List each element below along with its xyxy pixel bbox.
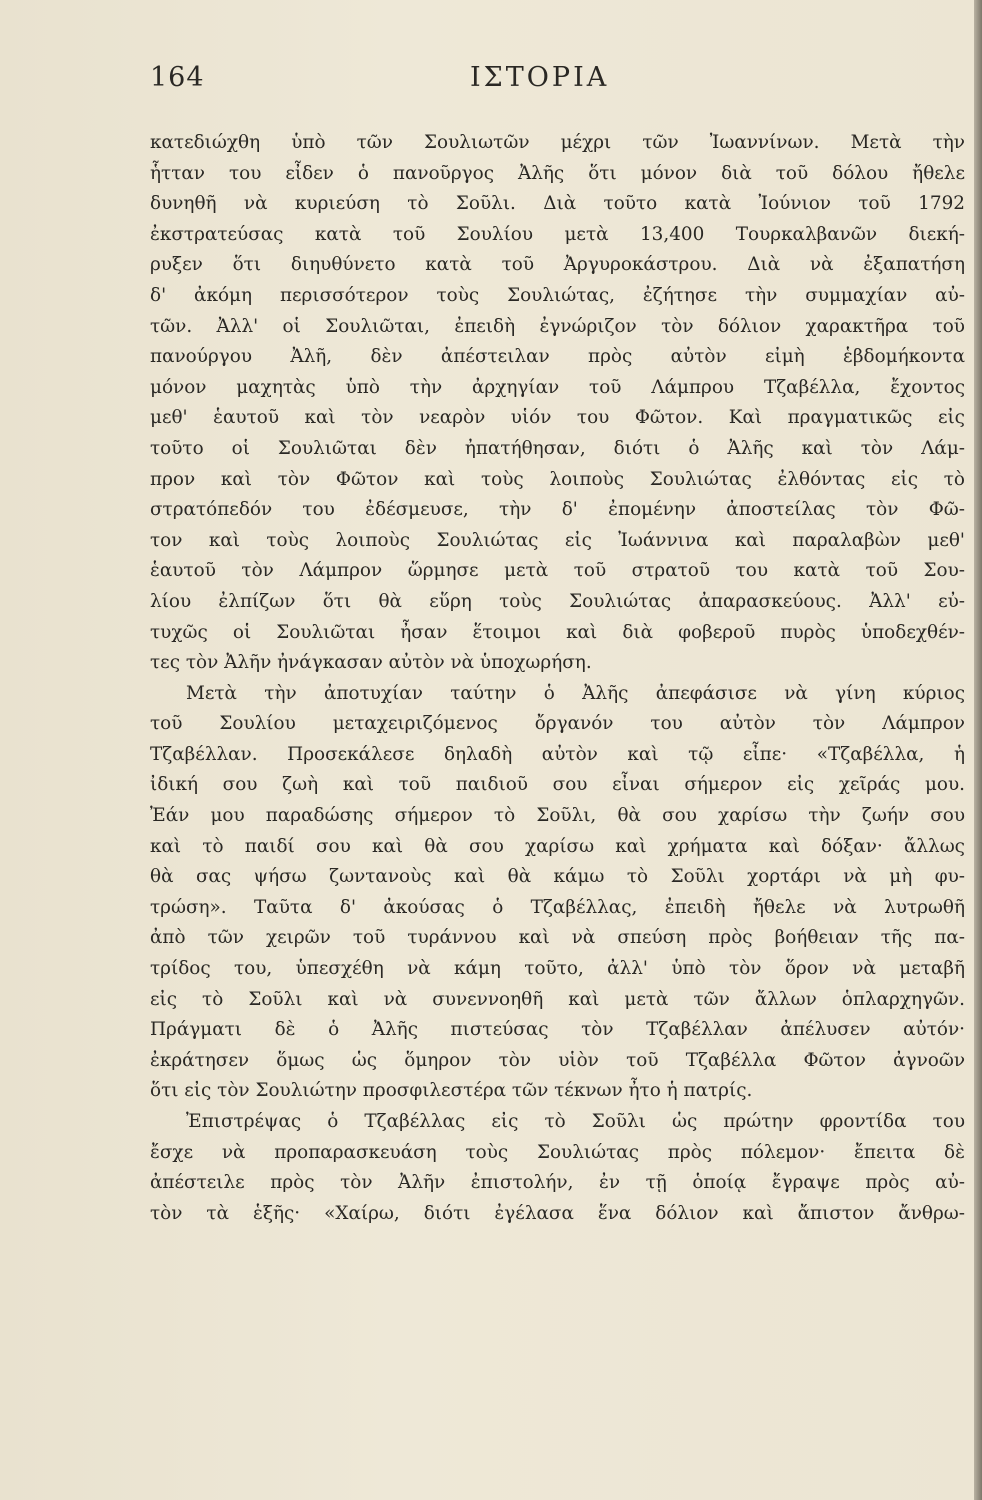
text-line: τοῦτο οἱ Σουλιῶται δὲν ἠπατήθησαν, διότι ὁ Ἀλῆς καὶ τὸν Λάμ- xyxy=(150,437,965,459)
page-edge-shadow xyxy=(974,0,982,1500)
text-line: ἐκστρατεύσας κατὰ τοῦ Σουλίου μετὰ 13,400 Τουρκαλβανῶν διεκή- xyxy=(150,223,965,245)
text-line: εἰς τὸ Σοῦλι καὶ νὰ συνεννοηθῆ καὶ μετὰ τῶν ἄλλων ὁπλαρχηγῶν. xyxy=(150,988,965,1010)
text-line: τες τὸν Ἀλῆν ἠνάγκασαν αὐτὸν νὰ ὑποχωρήση. xyxy=(150,652,592,674)
text-line: τοῦ Σουλίου μεταχειριζόμενος ὄργανόν του αὐτὸν τὸν Λάμπρον xyxy=(150,713,965,735)
text-line: λίου ἐλπίζων ὅτι θὰ εὕρη τοὺς Σουλιώτας ἀπαρασκεύους. Ἀλλ' εὐ- xyxy=(150,590,965,612)
text-line: Τζαβέλλαν. Προσεκάλεσε δηλαδὴ αὐτὸν καὶ τῷ εἶπε· «Τζαβέλλα, ἡ xyxy=(150,743,965,765)
text-line: τρώση». Ταῦτα δ' ἀκούσας ὁ Τζαβέλλας, ἐπειδὴ ἤθελε νὰ λυτρωθῆ xyxy=(150,896,965,918)
text-line: μεθ' ἑαυτοῦ καὶ τὸν νεαρὸν υἱόν του Φῶτον. Καὶ πραγματικῶς εἰς xyxy=(150,407,965,429)
text-line: κατεδιώχθη ὑπὸ τῶν Σουλιωτῶν μέχρι τῶν Ἰωαννίνων. Μετὰ τὴν xyxy=(150,132,965,153)
page-number: 164 xyxy=(150,62,205,93)
text-line: ἀπέστειλε πρὸς τὸν Ἀλῆν ἐπιστολήν, ἐν τῇ ὁποίᾳ ἔγραψε πρὸς αὐ- xyxy=(150,1172,965,1194)
text-line: καὶ τὸ παιδί σου καὶ θὰ σου χαρίσω καὶ χρήματα καὶ δόξαν· ἄλλως xyxy=(150,835,965,857)
text-line: στρατόπεδόν του ἐδέσμευσε, τὴν δ' ἐπομένην ἀποστείλας τὸν Φῶ- xyxy=(150,499,965,521)
text-line: ἰδική σου ζωὴ καὶ τοῦ παιδιοῦ σου εἶναι σήμερον εἰς χεῖράς μου. xyxy=(150,774,965,796)
text-line: τὸν τὰ ἑξῆς· «Χαίρω, διότι ἐγέλασα ἕνα δόλιον καὶ ἄπιστον ἄνθρω- xyxy=(150,1202,965,1224)
text-line: Ἐάν μου παραδώσης σήμερον τὸ Σοῦλι, θὰ σου χαρίσω τὴν ζωήν σου xyxy=(150,805,965,827)
text-line: ἐκράτησεν ὅμως ὡς ὅμηρον τὸν υἱὸν τοῦ Τζαβέλλα Φῶτον ἀγνοῶν xyxy=(150,1049,965,1071)
text-line: πανούργου Ἀλῆ, δὲν ἀπέστειλαν πρὸς αὐτὸν εἰμὴ ἑβδομήκοντα xyxy=(150,346,965,368)
text-line: Ἐπιστρέψας ὁ Τζαβέλλας εἰς τὸ Σοῦλι ὡς πρώτην φροντίδα του xyxy=(186,1111,965,1132)
text-line: ἑαυτοῦ τὸν Λάμπρον ὥρμησε μετὰ τοῦ στρατοῦ του κατὰ τοῦ Σου- xyxy=(150,560,965,582)
text-line: τῶν. Ἀλλ' οἱ Σουλιῶται, ἐπειδὴ ἐγνώριζον τὸν δόλιον χαρακτῆρα τοῦ xyxy=(150,315,965,337)
text-line: θὰ σας ψήσω ζωντανοὺς καὶ θὰ κάμω τὸ Σοῦλι χορτάρι νὰ μὴ φυ- xyxy=(150,866,965,888)
text-line: ρυξεν ὅτι διηυθύνετο κατὰ τοῦ Ἀργυροκάστρου. Διὰ νὰ ἐξαπατήση xyxy=(150,254,965,276)
text-line: ὅτι εἰς τὸν Σουλιώτην προσφιλεστέρα τῶν τέκνων ἦτο ἡ πατρίς. xyxy=(150,1080,753,1102)
text-line: Μετὰ τὴν ἀποτυχίαν ταύτην ὁ Ἀλῆς ἀπεφάσισε νὰ γίνη κύριος xyxy=(186,682,965,704)
body-text xyxy=(150,128,965,1229)
text-line: προν καὶ τὸν Φῶτον καὶ τοὺς λοιποὺς Σουλιώτας ἐλθόντας εἰς τὸ xyxy=(150,468,965,490)
text-line: ἀπὸ τῶν χειρῶν τοῦ τυράννου καὶ νὰ σπεύση πρὸς βοήθειαν τῆς πα- xyxy=(150,927,965,949)
text-line: μόνον μαχητὰς ὑπὸ τὴν ἀρχηγίαν τοῦ Λάμπρου Τζαβέλλα, ἔχοντος xyxy=(150,376,965,398)
text-line: δυνηθῆ νὰ κυριεύση τὸ Σοῦλι. Διὰ τοῦτο κατὰ Ἰούνιον τοῦ 1792 xyxy=(150,193,965,215)
text-line: ἔσχε νὰ προπαρασκευάση τοὺς Σουλιώτας πρὸς πόλεμον· ἔπειτα δὲ xyxy=(150,1141,965,1163)
text-line: τρίδος του, ὑπεσχέθη νὰ κάμη τοῦτο, ἀλλ' ὑπὸ τὸν ὅρον νὰ μεταβῆ xyxy=(150,958,965,980)
page-header xyxy=(150,62,970,96)
text-line: τον καὶ τοὺς λοιποὺς Σουλιώτας εἰς Ἰωάννινα καὶ παραλαβὼν μεθ' xyxy=(150,529,965,551)
text-line: δ' ἀκόμη περισσότερον τοὺς Σουλιώτας, ἐζήτησε τὴν συμμαχίαν αὐ- xyxy=(150,284,965,306)
text-line: Πράγματι δὲ ὁ Ἀλῆς πιστεύσας τὸν Τζαβέλλαν ἀπέλυσεν αὐτόν· xyxy=(150,1019,965,1041)
running-title: ΙΣΤΟΡΙΑ xyxy=(470,62,610,93)
text-line: ἧτταν του εἶδεν ὁ πανοῦργος Ἀλῆς ὅτι μόνον διὰ τοῦ δόλου ἤθελε xyxy=(150,162,965,184)
text-line: τυχῶς οἱ Σουλιῶται ἦσαν ἕτοιμοι καὶ διὰ φοβεροῦ πυρὸς ὑποδεχθέν- xyxy=(150,621,965,643)
